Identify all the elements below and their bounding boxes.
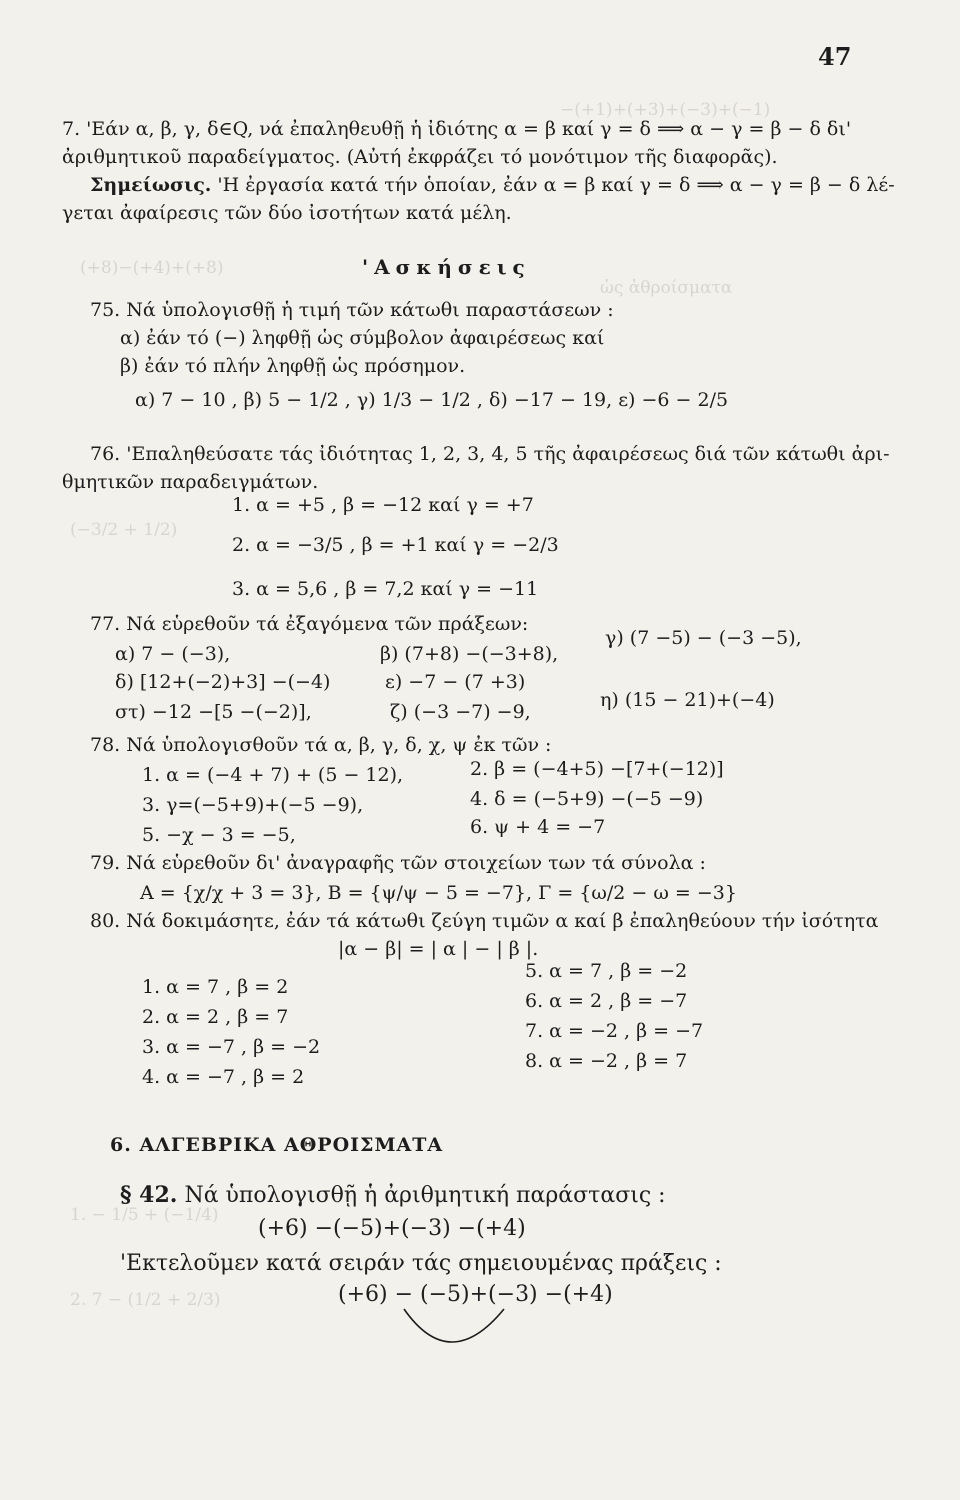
ex80-pair-7: 7. α = −2 , β = −7 [525, 1020, 704, 1042]
ex77-a: α) 7 − (−3), [115, 643, 231, 665]
ex75-line-3: β) ἐάν τό πλήν ληφθῇ ὡς πρόσημον. [120, 355, 466, 377]
ex78-item-2: 2. β = (−4+5) −[7+(−12)] [470, 758, 724, 780]
bleed-through-text: ὡς ἀθροίσματα [600, 278, 733, 298]
ex76-case-2: 2. α = −3/5 , β = +1 καί γ = −2/3 [232, 534, 559, 556]
section-line-2: 'Εκτελοῦμεν κατά σειράν τάς σημειουμένας πράξεις : [120, 1251, 722, 1276]
section-paragraph [120, 1183, 666, 1208]
ex76-line-2: θμητικῶν παραδειγμάτων. [62, 471, 319, 493]
ex77-b: β) (7+8) −(−3+8), [380, 643, 559, 665]
ex80-pair-1: 1. α = 7 , β = 2 [142, 976, 289, 998]
ex77-line-1: 77. Νά εὑρεθοῦν τά ἐξαγόμενα τῶν πράξεων: [90, 613, 529, 635]
bleed-through-text: −(+1)+(+3)+(−3)+(−1) [560, 100, 771, 120]
ex75-line-1: 75. Νά ὑπολογισθῇ ἡ τιμή τῶν κάτωθι παραστάσεων : [90, 299, 614, 321]
ex80-pair-6: 6. α = 2 , β = −7 [525, 990, 688, 1012]
bleed-through-text: (−3/2 + 1/2) [70, 520, 178, 540]
ex80-pair-4: 4. α = −7 , β = 2 [142, 1066, 305, 1088]
ex77-z: ζ) (−3 −7) −9, [390, 701, 531, 723]
ex76-line-1: 76. 'Επαληθεύσατε τάς ἰδιότητας 1, 2, 3, 4, 5 τῆς ἀφαιρέσεως διά τῶν κάτωθι ἀρι- [90, 443, 890, 465]
note-label: Σημείωσις. [90, 174, 212, 196]
paragraph-text: Νά ὑπολογισθῇ ἡ ἀριθμητική παράστασις : [177, 1183, 666, 1208]
ex80-pair-2: 2. α = 2 , β = 7 [142, 1006, 289, 1028]
ex78-item-4: 4. δ = (−5+9) −(−5 −9) [470, 788, 704, 810]
ex78-line-1: 78. Νά ὑπολογισθοῦν τά α, β, γ, δ, χ, ψ ἐκ τῶν : [90, 734, 552, 756]
intro-line-4: γεται ἀφαίρεσις τῶν δύο ἰσοτήτων κατά μέλη. [62, 202, 512, 224]
expression-1: (+6) −(−5)+(−3) −(+4) [258, 1216, 526, 1241]
paragraph-label: § 42. [120, 1182, 178, 1208]
expression-2: (+6) − (−5)+(−3) −(+4) [338, 1282, 613, 1307]
ex76-case-3: 3. α = 5,6 , β = 7,2 καί γ = −11 [232, 578, 539, 600]
ex75-expressions: α) 7 − 10 , β) 5 − 1/2 , γ) 1/3 − 1/2 , δ) −17 − 19, ε) −6 − 2/5 [135, 389, 729, 411]
ex77-g: γ) (7 −5) − (−3 −5), [605, 627, 802, 649]
ex77-d: δ) [12+(−2)+3] −(−4) [115, 671, 331, 693]
note-line [90, 173, 895, 197]
ex77-e: ε) −7 − (7 +3) [385, 671, 526, 693]
page-number: 47 [818, 42, 852, 71]
ex76-case-1: 1. α = +5 , β = −12 καί γ = +7 [232, 494, 534, 516]
ex80-pair-3: 3. α = −7 , β = −2 [142, 1036, 321, 1058]
section-title: 6. ΑΛΓΕΒΡΙΚΑ ΑΘΡΟΙΣΜΑΤΑ [110, 1134, 444, 1156]
intro-line-2: ἀριθμητικοῦ παραδείγματος. (Αὐτή ἐκφράζει τό μονότιμον τῆς διαφορᾶς). [62, 146, 778, 168]
ex78-item-3: 3. γ=(−5+9)+(−5 −9), [142, 794, 364, 816]
ex78-item-1: 1. α = (−4 + 7) + (5 − 12), [142, 764, 404, 786]
ex75-line-2: α) ἐάν τό (−) ληφθῇ ὡς σύμβολον ἀφαιρέσεως καί [120, 327, 605, 349]
ex79-sets: Α = {χ/χ + 3 = 3}, Β = {ψ/ψ − 5 = −7}, Γ = {ω/2 − ω = −3} [140, 882, 737, 904]
ex80-formula: |α − β| = | α | − | β |. [338, 938, 539, 960]
ex77-h: η) (15 − 21)+(−4) [600, 689, 775, 711]
ex79-line-1: 79. Νά εὑρεθοῦν δι' ἀναγραφῆς τῶν στοιχείων των τά σύνολα : [90, 852, 706, 874]
intro-line-1: 7. 'Εάν α, β, γ, δ∈Q, νά ἐπαληθευθῇ ἡ ἰδιότης α = β καί γ = δ ⟹ α − γ = β − δ δι' [62, 118, 852, 140]
note-text: 'Η ἐργασία κατά τήν ὁποίαν, ἐάν α = β καί γ = δ ⟹ α − γ = β − δ λέ- [211, 174, 895, 196]
ex78-item-6: 6. ψ + 4 = −7 [470, 816, 606, 838]
exercises-heading: 'Ασκήσεις [362, 255, 531, 279]
ex80-pair-8: 8. α = −2 , β = 7 [525, 1050, 688, 1072]
bleed-through-text: (+8)−(+4)+(+8) [80, 258, 224, 278]
ex78-item-5: 5. −χ − 3 = −5, [142, 824, 296, 846]
bleed-through-text: 2. 7 − (1/2 + 2/3) [70, 1290, 221, 1310]
ex77-st: στ) −12 −[5 −(−2)], [115, 701, 312, 723]
ex80-line-1: 80. Νά δοκιμάσητε, ἐάν τά κάτωθι ζεύγη τιμῶν α καί β ἐπαληθεύουν τήν ἰσότητα [90, 910, 879, 932]
ex80-pair-5: 5. α = 7 , β = −2 [525, 960, 688, 982]
bleed-through-text: 1. − 1/5 + (−1/4) [70, 1205, 219, 1225]
underbrace-arc [400, 1305, 510, 1355]
